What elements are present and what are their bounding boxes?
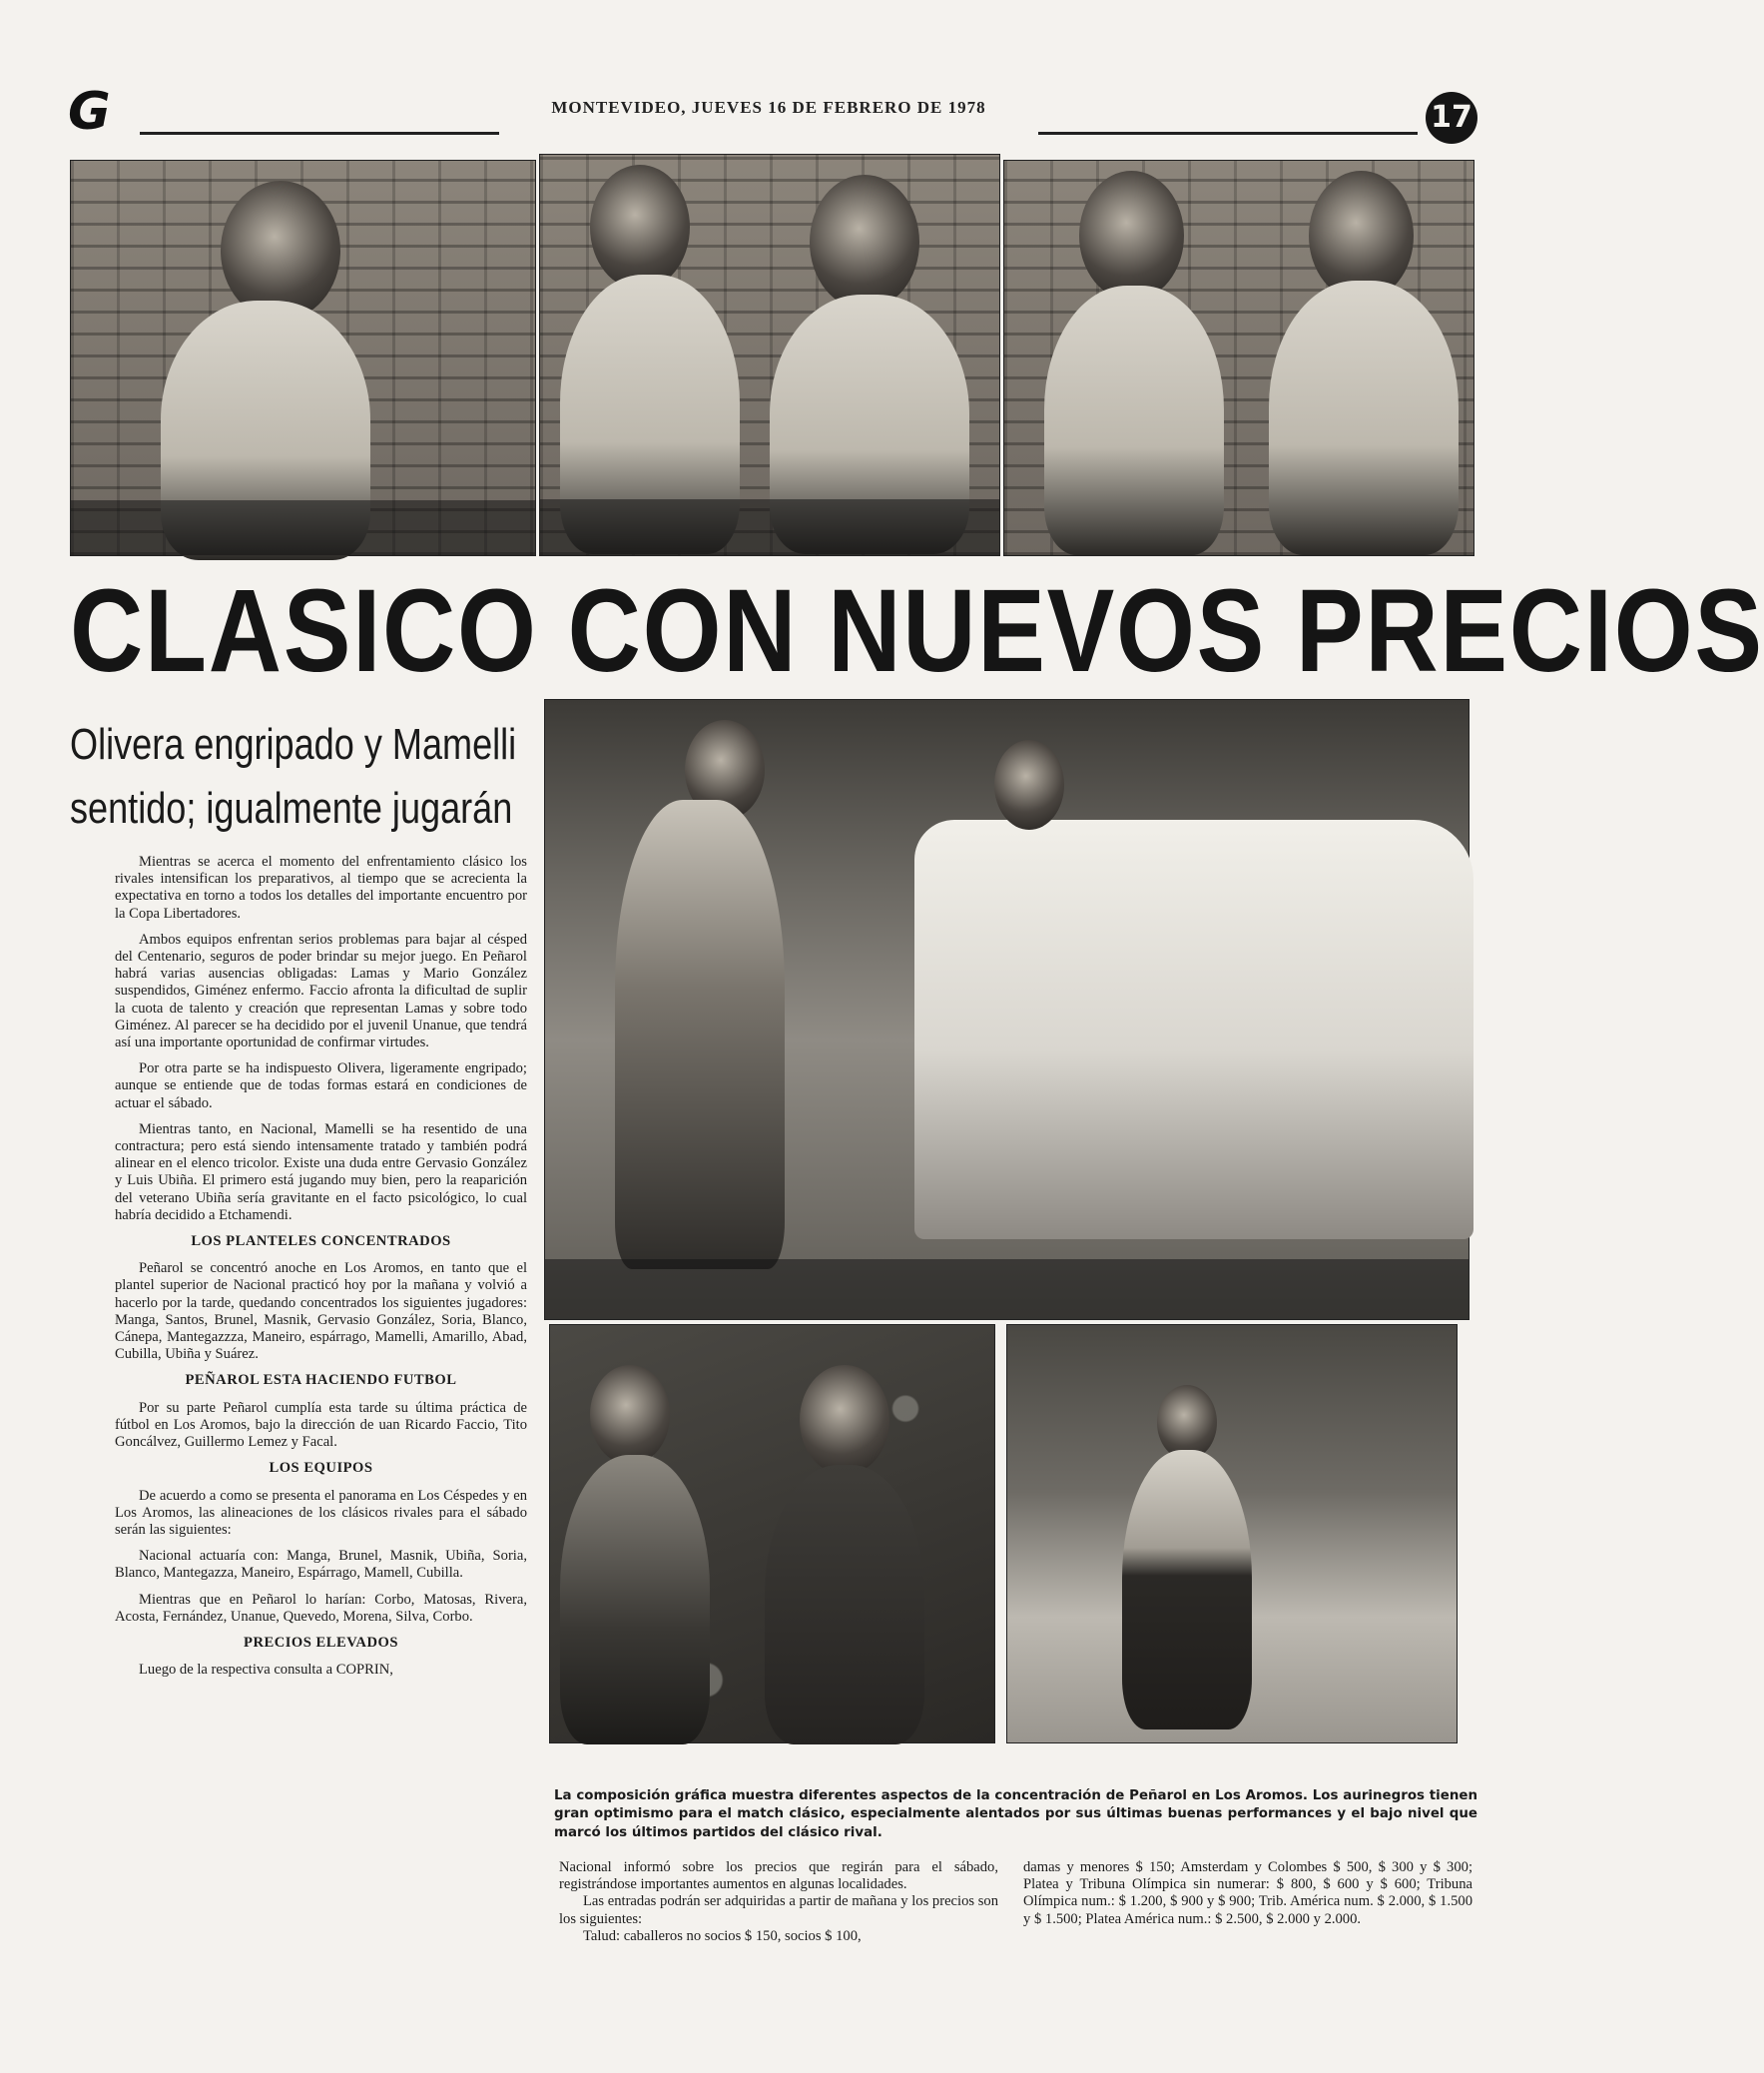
article-paragraph: Nacional actuaría con: Manga, Brunel, Masnik, Ubiña, Soria, Blanco, Mantegazza, Maneiro, Espárrago, Mamell, Cubilla.	[115, 1548, 527, 1582]
article-paragraph: Talud: caballeros no socios $ 150, socios $ 100,	[583, 1927, 862, 1944]
subhead-line-1: Olivera engripado y Mamelli	[70, 720, 517, 769]
article-paragraph: Por su parte Peñarol cumplía esta tarde su última práctica de fútbol en Los Aromos, bajo la dirección de uan Ricardo Faccio, Tito Goncálvez, Guillermo Lemez y Facal.	[115, 1399, 527, 1451]
article-paragraph: Nacional informó sobre los precios que regirán para el sábado, registrándose importantes aumentos en algunas localidades.	[559, 1859, 998, 1893]
photo-player-beside-car	[544, 699, 1470, 1320]
article-paragraph: Mientras tanto, en Nacional, Mamelli se ha resentido de una contractura; pero está siendo intensamente tratado y también podrá alinear en el elenco tricolor. Existe una duda entre Gervasio González y Luis Ubiña. El primero está jugando muy bien, pero la reaparición del veterano Ubiña sería gravitante en el facto psicológico, lo cual habría decidido a Etchamendi.	[115, 1120, 527, 1223]
article-column-left	[115, 854, 527, 1972]
subhead-line-2: sentido; igualmente jugarán	[70, 784, 513, 833]
article-paragraph: Mientras que en Peñarol lo harían: Corbo, Matosas, Rivera, Acosta, Fernández, Unanue, Quevedo, Morena, Silva, Corbo.	[115, 1591, 527, 1625]
article-paragraph: Peñarol se concentró anoche en Los Aromos, en tanto que el plantel superior de Nacional practicó hoy por la mañana y volvió a hacerlo por la tarde, quedando concentrados los siguientes jugadores: Manga, Santos, Brunel, Masnik, Gervasio González, Soria, Blanco, Cánepa, Mantegazzza, Maneiro, espárrago, Mamelli, Amarillo, Abad, Cubilla, Ubiña y Suárez.	[115, 1260, 527, 1363]
prices-column-right	[1023, 1859, 1472, 1969]
article-paragraph: De acuerdo a como se presenta el panorama en Los Céspedes y en Los Aromos, las alineaciones de los clásicos rivales para el sábado serán las siguientes:	[115, 1487, 527, 1538]
headline: CLASICO CON NUEVOS PRECIOS	[70, 565, 1764, 697]
newspaper-logo: G	[68, 82, 105, 142]
article-paragraph: Las entradas podrán ser adquiridas a partir de mañana y los precios son los siguientes:	[559, 1893, 998, 1927]
photo-two-players-smiling	[1003, 160, 1474, 556]
section-heading: PEÑAROL ESTA HACIENDO FUTBOL	[185, 1372, 457, 1389]
article-paragraph: Mientras se acerca el momento del enfrentamiento clásico los rivales intensifican los preparativos, al tiempo que se acrecienta la expectativa en torno a todos los detalles del importante encuentro por la Copa Libertadores.	[115, 854, 527, 922]
photo-player-walking	[1006, 1324, 1458, 1743]
masthead-rule-left	[140, 132, 499, 135]
dateline: MONTEVIDEO, JUEVES 16 DE FEBRERO DE 1978	[551, 98, 986, 117]
photo-two-players-cooking	[539, 154, 1000, 556]
section-heading: LOS EQUIPOS	[269, 1460, 373, 1477]
article-paragraph: Por otra parte se ha indispuesto Olivera, ligeramente engripado; aunque se entiende que de todas formas estará en condiciones de actuar el sábado.	[115, 1060, 527, 1111]
masthead-rule-right	[1038, 132, 1418, 135]
article-paragraph: Ambos equipos enfrentan serios problemas para bajar al césped del Centenario, seguros de poder brindar su mejor juego. En Peñarol habrá varias ausencias obligadas: Lamas y Mario González suspendidos, Giménez enfermo. Faccio afronta la dificultad de suplir la cuota de talento y creación que representan Lamas y sobre todo Giménez. Al parecer se ha decidido por el juvenil Unanue, que tendrá así una importante oportunidad de confirmar virtudes.	[115, 931, 527, 1051]
photo-caption: La composición gráfica muestra diferentes aspectos de la concentración de Peñarol en Los Aromos. Los aurinegros tienen gran optimismo para el match clásico, especialmente alentados por sus últimas buenas performances y el bajo nivel que marcó los últimos partidos del clásico rival.	[554, 1788, 1477, 1840]
page-number-badge: 17	[1426, 92, 1477, 144]
section-heading: LOS PLANTELES CONCENTRADOS	[191, 1233, 451, 1250]
article-paragraph: Luego de la respectiva consulta a COPRIN,	[139, 1662, 393, 1679]
prices-column-middle	[559, 1859, 998, 1969]
photo-player-at-grill	[70, 160, 536, 556]
article-paragraph: damas y menores $ 150; Amsterdam y Colombes $ 500, $ 300 y $ 300; Platea y Tribuna Olímpica sin numerar: $ 800, $ 600 y $ 600; Tribuna Olímpica num.: $ 1.200, $ 900 y $ 900; Trib. América num. $ 2.000, $ 1.500 y $ 1.500; Platea América num.: $ 2.500, $ 2.000 y 2.000.	[1023, 1859, 1472, 1927]
section-heading: PRECIOS ELEVADOS	[244, 1634, 398, 1651]
photo-players-in-field	[549, 1324, 995, 1743]
